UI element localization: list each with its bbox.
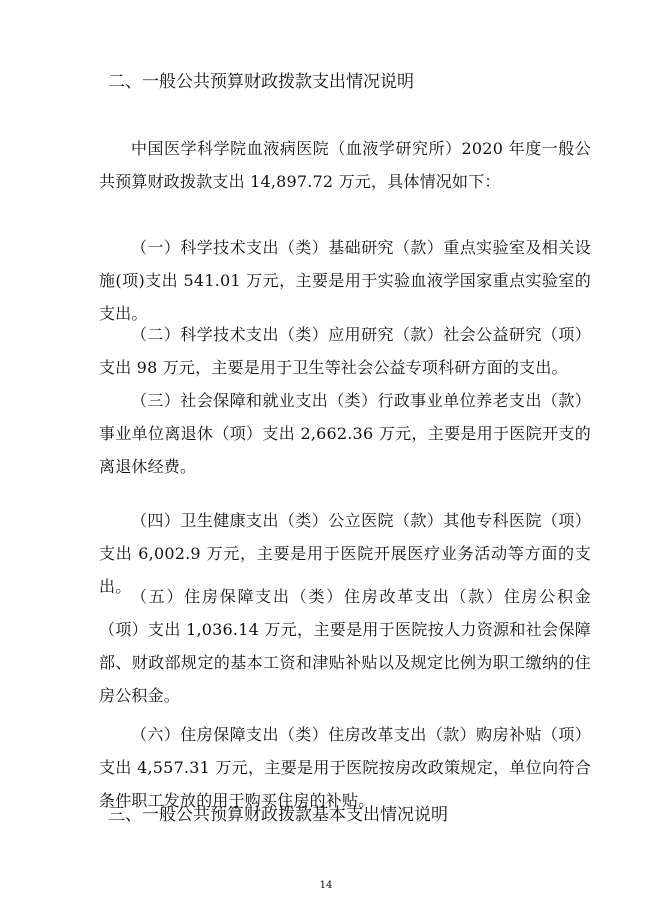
intro-paragraph: 中国医学科学院血液病医院（血液学研究所）2020 年度一般公共预算财政拨款支出 14,897.72 万元，具体情况如下：: [99, 139, 591, 191]
section-heading-3: 三、一般公共预算财政拨款基本支出情况说明: [108, 805, 448, 825]
paragraph-item-2: （二）科学技术支出（类）应用研究（款）社会公益研究（项）支出 98 万元，主要是用于卫生等社会公益专项科研方面的支出。: [99, 325, 591, 377]
section-heading-2: 二、一般公共预算财政拨款支出情况说明: [108, 72, 414, 92]
paragraph-item-1: （一）科学技术支出（类）基础研究（款）重点实验室及相关设施(项)支出 541.01 万元，主要是用于实验血液学国家重点实验室的支出。: [99, 238, 591, 323]
paragraph-item-3: （三）社会保障和就业支出（类）行政事业单位养老支出（款）事业单位离退休（项）支出 2,662.36 万元，主要是用于医院开支的离退休经费。: [99, 391, 591, 476]
paragraph-item-4: （四）卫生健康支出（类）公立医院（款）其他专科医院（项）支出 6,002.9 万元，主要是用于医院开展医疗业务活动等方面的支出。: [99, 511, 591, 596]
paragraph-item-6: （六）住房保障支出（类）住房改革支出（款）购房补贴（项）支出 4,557.31 万元，主要是用于医院按房改政策规定，单位向符合条件职工发放的用于购买住房的补贴。: [99, 725, 591, 810]
paragraph-item-5: （五）住房保障支出（类）住房改革支出（款）住房公积金（项）支出 1,036.14 万元，主要是用于医院按人力资源和社会保障部、财政部规定的基本工资和津贴补贴以及规定比例为职工缴纳的住房公积金。: [99, 587, 591, 705]
page-number: 14: [319, 880, 333, 891]
